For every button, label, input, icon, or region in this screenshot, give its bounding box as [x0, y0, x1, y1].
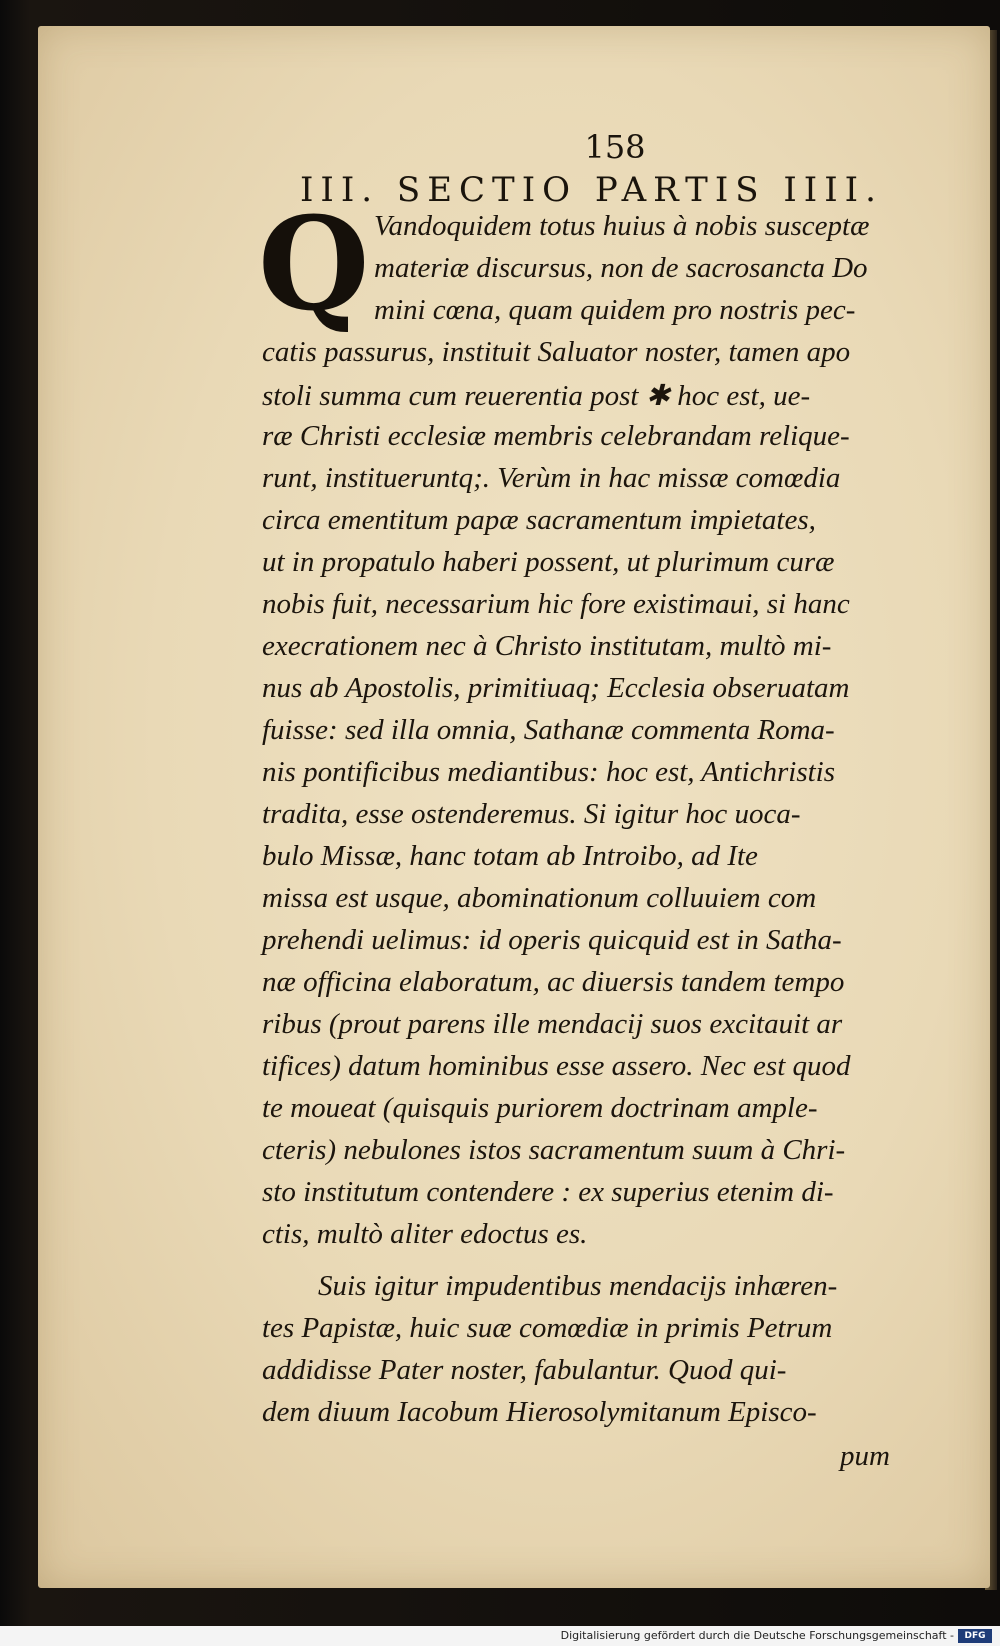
dfg-logo: DFG — [958, 1629, 992, 1643]
text-line: nobis fuit, necessarium hic fore existimaui, si hanc — [262, 588, 850, 620]
text-line: prehendi uelimus: id operis quicquid est in Satha- — [262, 924, 842, 956]
text-line: Suis igitur impudentibus mendacijs inhæren- — [318, 1270, 838, 1302]
running-head: III. SECTIO PARTIS IIII. — [300, 170, 883, 210]
text-line: tes Papistæ, huic suæ comœdiæ in primis Petrum — [262, 1312, 833, 1344]
text-line: tradita, esse ostenderemus. Si igitur hoc uoca- — [262, 798, 801, 830]
funding-credit: Digitalisierung gefördert durch die Deutsche Forschungsgemeinschaft - — [560, 1629, 954, 1642]
text-line: bulo Missæ, hanc totam ab Introibo, ad Ite — [262, 840, 758, 872]
text-line: runt, institueruntq;. Verùm in hac missæ comœdia — [262, 462, 841, 494]
text-line: ræ Christi ecclesiæ membris celebrandam relique- — [262, 420, 850, 452]
text-line: ribus (prout parens ille mendacij suos excitauit ar — [262, 1008, 843, 1040]
text-line: Vandoquidem totus huius à nobis susceptæ — [374, 210, 870, 242]
text-line: ut in propatulo haberi possent, ut plurimum curæ — [262, 546, 835, 578]
text-line: mini cœna, quam quidem pro nostris pec- — [374, 294, 856, 326]
text-line: catis passurus, instituit Saluator noster, tamen apo — [262, 336, 851, 368]
text-line: te moueat (quisquis puriorem doctrinam ample- — [262, 1092, 818, 1124]
text-line: stoli summa cum reuerentia post ✱ hoc est, ue- — [262, 380, 811, 412]
text-line: circa ementitum papæ sacramentum impietates, — [262, 504, 816, 536]
text-line: ctis, multò aliter edoctus es. — [262, 1218, 588, 1250]
text-line: nis pontificibus mediantibus: hoc est, Antichristis — [262, 756, 836, 788]
text-line: materiæ discursus, non de sacrosancta Do — [374, 252, 868, 284]
text-line: fuisse: sed illa omnia, Sathanæ commenta Roma- — [262, 714, 835, 746]
text-line: næ officina elaboratum, ac diuersis tandem tempo — [262, 966, 845, 998]
text-line: missa est usque, abominationum colluuiem com — [262, 882, 817, 914]
text-line: dem diuum Iacobum Hierosolymitanum Episco- — [262, 1396, 817, 1428]
text-line: tifices) datum hominibus esse assero. Nec est quod — [262, 1050, 851, 1082]
text-line: sto institutum contendere : ex superius etenim di- — [262, 1176, 834, 1208]
text-line: cteris) nebulones istos sacramentum suum à Chri- — [262, 1134, 846, 1166]
drop-cap: Q — [258, 190, 370, 340]
text-line: execrationem nec à Christo institutam, multò mi- — [262, 630, 832, 662]
text-line: nus ab Apostolis, primitiuaq; Ecclesia obseruatam — [262, 672, 850, 704]
page-number: 158 — [584, 128, 646, 166]
text-line: addidisse Pater noster, fabulantur. Quod qui- — [262, 1354, 787, 1386]
catchword: pum — [840, 1440, 890, 1472]
